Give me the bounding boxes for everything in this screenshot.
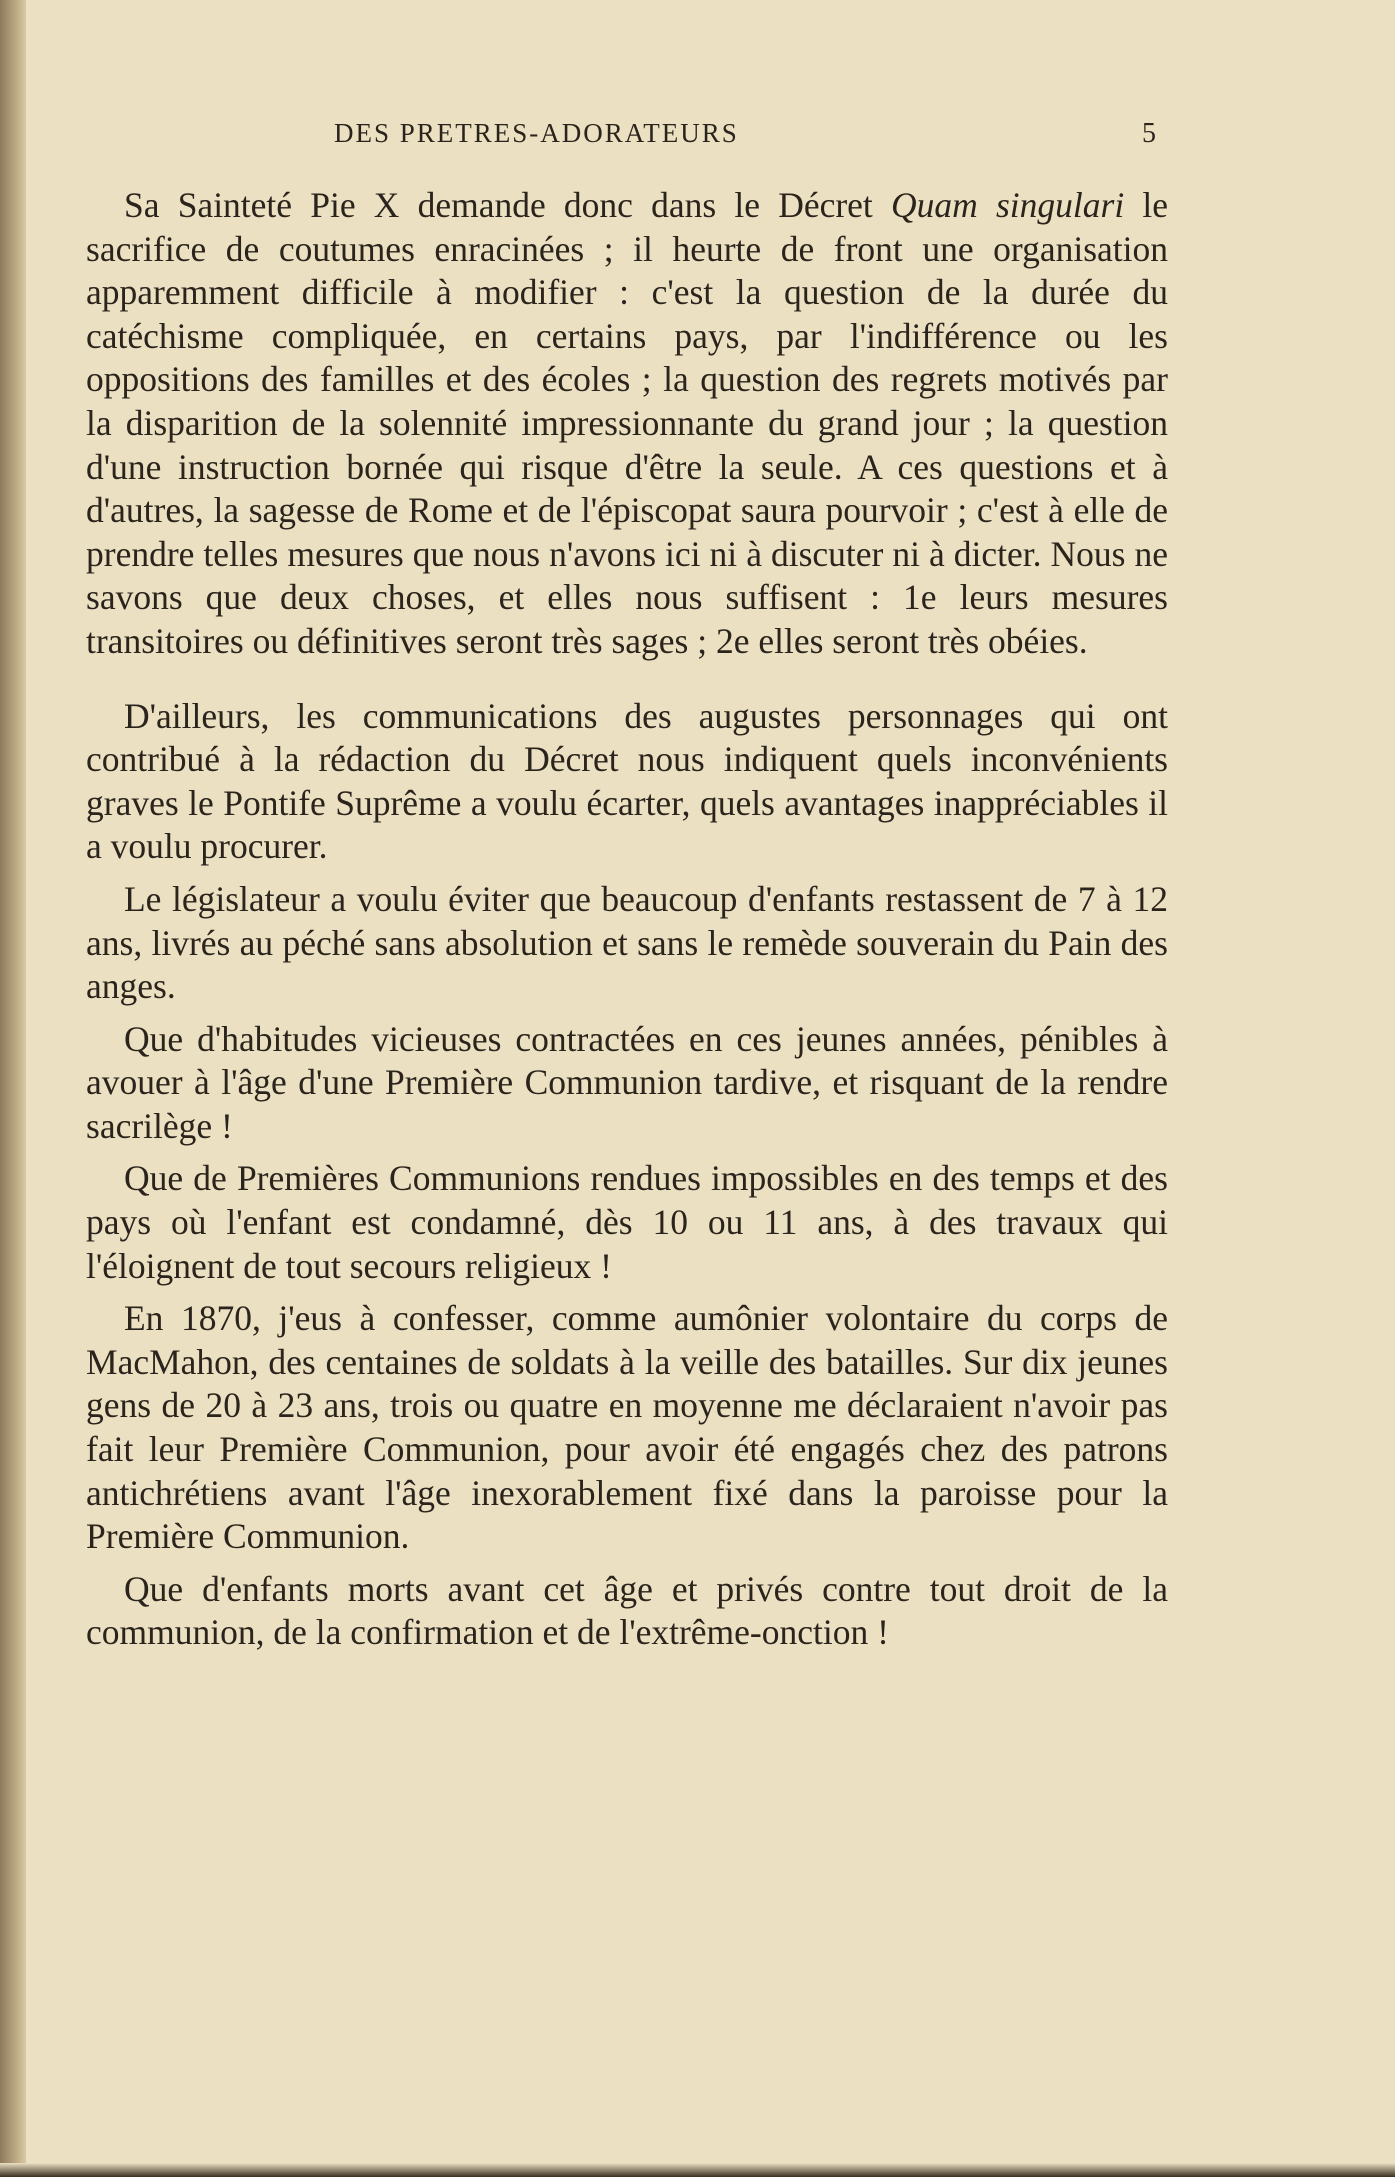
paragraph-5: Que de Premières Communions rendues impossibles en des temps et des pays où l'enfant est condamné, dès 10 ou 11 ans, à des travaux qui l'éloignent de tout secours religieux ! [86, 1158, 1168, 1286]
page-bottom-edge [0, 2163, 1395, 2177]
paragraph-2: D'ailleurs, les communications des augustes personnages qui ont contribué à la rédaction du Décret nous indiquent quels inconvénients graves le Pontife Suprême a voulu écarter, quels avantages inappréciables il a voulu procurer. [86, 695, 1168, 867]
page-binding-edge [0, 0, 26, 2177]
paragraph-7: Que d'enfants morts avant cet âge et privés contre tout droit de la communion, de la confirmation et de l'extrême-onction ! [86, 1568, 1168, 1653]
paragraph-4: Que d'habitudes vicieuses contractées en ces jeunes années, pénibles à avouer à l'âge d'une Première Communion tardive, et risquant de la rendre sacrilège ! [86, 1018, 1168, 1146]
paragraph-6: En 1870, j'eus à confesser, comme aumônier volontaire du corps de MacMahon, des centaines de soldats à la veille des batailles. Sur dix jeunes gens de 20 à 23 ans, trois ou quatre en moyenne me déclaraient n'avoir pas fait leur Première Communion, pour avoir été engagés chez des patrons antichrétiens avant l'âge inexorablement fixé dans la paroisse pour la Première Communion. [86, 1298, 1168, 1557]
decree-title: Quam singulari [891, 185, 1125, 225]
paragraph-3: Le législateur a voulu éviter que beaucoup d'enfants restassent de 7 à 12 ans, livrés au péché sans absolution et sans le remède souverain du Pain des anges. [86, 878, 1168, 1007]
page-number: 5 [1142, 118, 1156, 149]
page-body [86, 184, 1168, 1655]
running-head: DES PRETRES-ADORATEURS [334, 118, 739, 148]
paragraph-1-lead: Sa Sainteté Pie X demande donc dans le Décret [124, 185, 891, 225]
paragraph-1 [86, 184, 1168, 664]
paragraph-1-rest: le sacrifice de coutumes enracinées ; il heurte de front une organisation apparemment difficile à modifier : c'est la question de la durée du catéchisme compliquée, en certains pays, par l'indifférence ou les oppositions des familles et des écoles ; la question des regrets motivés par la disparition de la solennité impressionnante du grand jour ; la question d'une instruction bornée qui risque d'être la seule. A ces questions et à d'autres, la sagesse de Rome et de l'épiscopat saura pourvoir ; c'est à elle de prendre telles mesures que nous n'avons ici ni à discuter ni à dicter. Nous ne savons que deux choses, et elles nous suffisent : 1e leurs mesures transitoires ou définitives seront très sages ; 2e elles seront très obéies. [86, 185, 1168, 661]
page-header [86, 118, 1156, 158]
